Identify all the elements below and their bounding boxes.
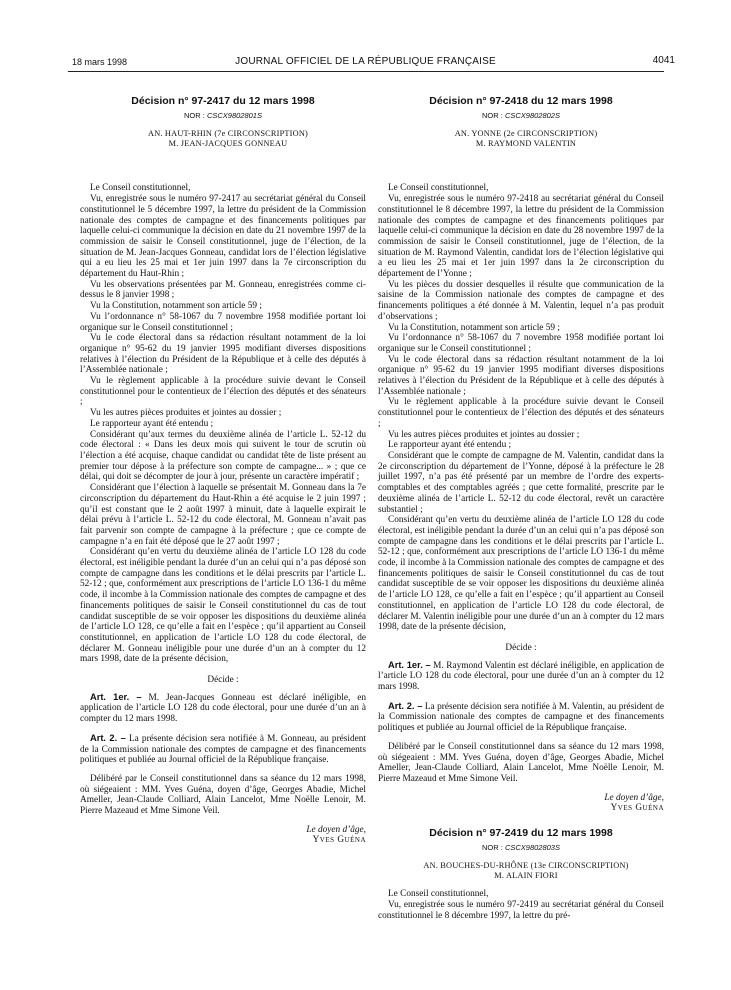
circonscription: AN. YONNE (2e CIRCONSCRIPTION) xyxy=(454,129,598,139)
paragraph: Le Conseil constitutionnel, xyxy=(388,183,489,194)
paragraph: Vu, enregistrée sous le numéro 97-2417 au secrétariat général du Conseil constitutionnel le 5 décembre 1997, la lettre du président de la Commission nationale des comptes de campagne et des financements politiques par laquelle celui-ci communique la décision en date du 21 novembre 1997 de la commission de saisir le Conseil constitutionnel, juge de l’élection, de la situation de M. Jean-Jacques Gonneau, candidat lors de l’élection législative qui a eu lieu les 25 mai et 1er juin 1997 dans la 7e circonscription du département du Haut-Rhin ; xyxy=(80,194,366,280)
article-2 xyxy=(80,733,366,766)
paragraph: Considérant que le compte de campagne de M. Valentin, candidat dans la 2e circonscription du département de l’Yonne, déposé à la préfecture le 28 juillet 1997, n’a pas été présenté par un membre de l’ordre des experts-comptables et des comptables agréés ; que cette formalité, prescrite par le deuxième alinéa de l’article L. 52-12 du code électoral, revêt un caractère substantiel ; xyxy=(378,450,664,515)
article-2-text: La présente décision sera notifiée à M. Valentin, au président de la Commission nationale des comptes de campagne et des financements politiques et publiée au Journal officiel de la République française. xyxy=(378,701,665,734)
journal-title: JOURNAL OFFICIEL DE LA RÉPUBLIQUE FRANÇAISE xyxy=(235,56,496,67)
article-1 xyxy=(80,692,366,725)
paragraph: Vu la Constitution, notamment son article 59 ; xyxy=(388,322,560,333)
circonscription: AN. BOUCHES-DU-RHÔNE (13e CIRCONSCRIPTION) xyxy=(423,861,629,871)
article-1 xyxy=(378,660,664,693)
paragraph: Vu le code électoral dans sa rédaction résultant notamment de la loi organique n° 95-62 du 19 janvier 1995 modifiant diverses dispositions relatives à l’élection du Président de la République et à celle des députés à l’Assemblée nationale ; xyxy=(80,333,366,376)
signature-title: Le doyen d’âge, xyxy=(306,824,366,835)
decision-title: Décision n° 97-2418 du 12 mars 1998 xyxy=(429,95,613,107)
paragraph: Vu les autres pièces produites et jointes au dossier ; xyxy=(388,429,580,440)
article-2-label: Art. 2. – xyxy=(90,732,126,743)
paragraph: Vu l’ordonnance n° 58-1067 du 7 novembre 1958 modifiée portant loi organique sur le Conseil constitutionnel ; xyxy=(378,333,664,354)
page-number: 4041 xyxy=(652,55,675,66)
paragraph: Le Conseil constitutionnel, xyxy=(388,889,489,900)
decide-heading: Décide : xyxy=(207,675,239,686)
paragraph: Vu la Constitution, notamment son article 59 ; xyxy=(90,301,262,312)
nor-line xyxy=(378,111,664,122)
article-2-label: Art. 2. – xyxy=(388,700,423,711)
nor-code: CSCX9802801S xyxy=(206,110,262,120)
circonscription: AN. HAUT-RHIN (7e CIRCONSCRIPTION) xyxy=(148,129,308,139)
paragraph: Le Conseil constitutionnel, xyxy=(90,183,191,194)
signature-name: Yves Guéna xyxy=(610,803,664,814)
candidate-name: M. RAYMOND VALENTIN xyxy=(475,139,577,149)
paragraph: Vu, enregistrée sous le numéro 97-2419 au secrétariat général du Conseil constitutionnel le 8 décembre 1997, la lettre du pré- xyxy=(378,900,664,921)
signature-name: Yves Guéna xyxy=(312,835,366,846)
paragraph: Le rapporteur ayant été entendu ; xyxy=(90,418,214,429)
paragraph: Vu le code électoral dans sa rédaction résultant notamment de la loi organique n° 95-62 du 19 janvier 1995 modifiant diverses dispositions relatives à l’élection du Président de la République et à celle des députés à l’Assemblée nationale ; xyxy=(378,354,664,397)
third-decision xyxy=(378,828,664,922)
article-2-text: La présente décision sera notifiée à M. Gonneau, au président de la Commission nationale des comptes de campagne et des financements politiques et publiée au Journal officiel de la République française. xyxy=(80,733,366,766)
article-1-label: Art. 1er. – xyxy=(388,659,431,670)
nor-label: NOR : xyxy=(184,110,205,120)
paragraph: Considérant qu’aux termes du deuxième alinéa de l’article L. 52-12 du code électoral : « Dans les deux mois qui suivent le tour de scrutin où l’élection a été acquise, chaque candidat ou candidat tête de liste présent au premier tour dépose à la préfecture son compte de campagne... » ; que ce délai, qui doit se décompter de jour à jour, présente un caractère impératif ; xyxy=(80,429,366,483)
page-header xyxy=(0,55,731,71)
candidate-name: M. ALAIN FIORI xyxy=(494,871,558,881)
candidate-name: M. JEAN-JACQUES GONNEAU xyxy=(168,139,288,149)
paragraph: Le rapporteur ayant été entendu ; xyxy=(388,440,512,451)
paragraph: Vu l’ordonnance n° 58-1067 du 7 novembre 1958 modifiée portant loi organique sur le Conseil constitutionnel ; xyxy=(80,311,366,333)
paragraph: Vu les autres pièces produites et jointes au dossier ; xyxy=(90,408,282,419)
paragraph: Vu le règlement applicable à la procédure suivie devant le Conseil constitutionnel pour le contentieux de l’élection des députés et des sénateurs ; xyxy=(378,397,664,429)
paragraph: Considérant que l’élection à laquelle se présentait M. Gonneau dans la 7e circonscription du département du Haut-Rhin a été acquise le 2 juin 1997 ; qu’il est constant que le 2 août 1997 à minuit, date à laquelle expirait le délai prévu à l’article L. 52-12 du code électoral, M. Gonneau n’avait pas fait parvenir son compte de campagne à la préfecture ; que ce compte de campagne n’a en fait été déposé que le 27 août 1997 ; xyxy=(80,483,366,547)
nor-code: CSCX9802802S xyxy=(504,110,560,120)
paragraph: Considérant qu’en vertu du deuxième alinéa de l’article LO 128 du code électoral, est inéligible pendant la durée d’un an celui qui n’a pas déposé son compte de campagne dans les conditions et le délai prescrits par l’article L. 52-12 ; que, conformément aux prescriptions de l’article LO 136-1 du même code, il incombe à la Commission nationale des comptes de campagne et des financements politiques de saisir le Conseil constitutionnel du cas de tout candidat susceptible de se voir opposer les dispositions du deuxième alinéa de l’article LO 128, ce qu’elle a fait en l’espèce ; qu’il appartient au Conseil constitutionnel, en application de l’article LO 128 du code électoral, de déclarer M. Valentin inéligible pour une durée d’un an à compter du 12 mars 1998, date de la présente décision, xyxy=(378,515,664,633)
right-column xyxy=(378,96,664,922)
paragraph: Considérant qu’en vertu du deuxième alinéa de l’article LO 128 du code électoral, est inéligible pendant la durée d’un an celui qui n’a pas déposé son compte de campagne dans les conditions et le délai prescrits par l’article L. 52-12 ; que, conformément aux prescriptions de l’article LO 136-1 du même code, il incombe à la Commission nationale des comptes de campagne et des financements politiques de saisir le Conseil constitutionnel du cas de tout candidat susceptible de se voir opposer les dispositions du deuxième alinéa de l’article LO 128, ce qu’elle a fait en l’espèce ; qu’il appartient au Conseil constitutionnel, en application de l’article LO 128 du code électoral, de déclarer M. Gonneau inéligible pour une durée d’un an à compter du 12 mars 1998, date de la présente décision, xyxy=(80,547,366,665)
header-rule xyxy=(68,71,664,72)
deliberation: Délibéré par le Conseil constitutionnel dans sa séance du 12 mars 1998, où siégeaient : MM. Yves Guéna, doyen d’âge, Georges Abadie, Michel Ameller, Jean-Claude Colliard, Alain Lancelot, Mme Noëlle Lenoir, M. Pierre Mazeaud et Mme Simone Veil. xyxy=(80,773,366,817)
decision-title: Décision n° 97-2419 du 12 mars 1998 xyxy=(429,827,613,840)
issue-date: 18 mars 1998 xyxy=(72,57,128,67)
article-1-text: M. Raymond Valentin est déclaré inéligible, en application de l’article LO 128 du code électoral, pour une durée d’un an à compter du 12 mars 1998. xyxy=(378,660,664,693)
article-1-label: Art. 1er. – xyxy=(90,691,142,702)
paragraph: Vu le règlement applicable à la procédure suivie devant le Conseil constitutionnel pour le contentieux de l’élection des députés et des sénateurs ; xyxy=(80,376,366,408)
nor-label: NOR : xyxy=(482,110,503,120)
nor-code: CSCX9802803S xyxy=(504,842,560,852)
deliberation: Délibéré par le Conseil constitutionnel dans sa séance du 12 mars 1998, où siégeaient : MM. Yves Guéna, doyen d’âge, Georges Abadie, Michel Ameller, Jean-Claude Colliard, Alain Lancelot, Mme Noëlle Lenoir, M. Pierre Mazeaud et Mme Simone Veil. xyxy=(378,741,664,784)
paragraph: Vu, enregistrée sous le numéro 97-2418 au secrétariat général du Conseil constitutionnel le 8 décembre 1997, la lettre du président de la Commission nationale des comptes de campagne et des financements politiques par laquelle celui-ci communique la décision en date du 28 novembre 1997 de la commission de saisir le Conseil constitutionnel, juge de l’élection, de la situation de M. Raymond Valentin, candidat lors de l’élection législative qui a eu lieu les 25 mai et 1er juin 1997 dans la 2e circonscription du département de l’Yonne ; xyxy=(378,194,664,280)
decision-title: Décision n° 97-2417 du 12 mars 1998 xyxy=(131,95,315,107)
article-1-text: M. Jean-Jacques Gonneau est déclaré inéligible, en application de l’article LO 128 du code électoral, pour une durée d’un an à compter du 12 mars 1998. xyxy=(80,692,367,725)
article-2 xyxy=(378,701,664,734)
decide-heading: Décide : xyxy=(505,642,537,653)
nor-label: NOR : xyxy=(482,842,503,852)
left-column xyxy=(80,96,366,846)
nor-line xyxy=(378,843,664,854)
nor-line xyxy=(80,111,366,122)
paragraph: Vu les observations présentées par M. Gonneau, enregistrées comme ci-dessus le 8 janvier 1998 ; xyxy=(80,279,366,301)
signature-title: Le doyen d’âge, xyxy=(604,792,664,803)
paragraph: Vu les pièces du dossier desquelles il résulte que communication de la saisine de la Commission nationale des comptes de campagne et des financements politiques a été donnée à M. Valentin, lequel n’a pas produit d’observations ; xyxy=(378,279,664,322)
